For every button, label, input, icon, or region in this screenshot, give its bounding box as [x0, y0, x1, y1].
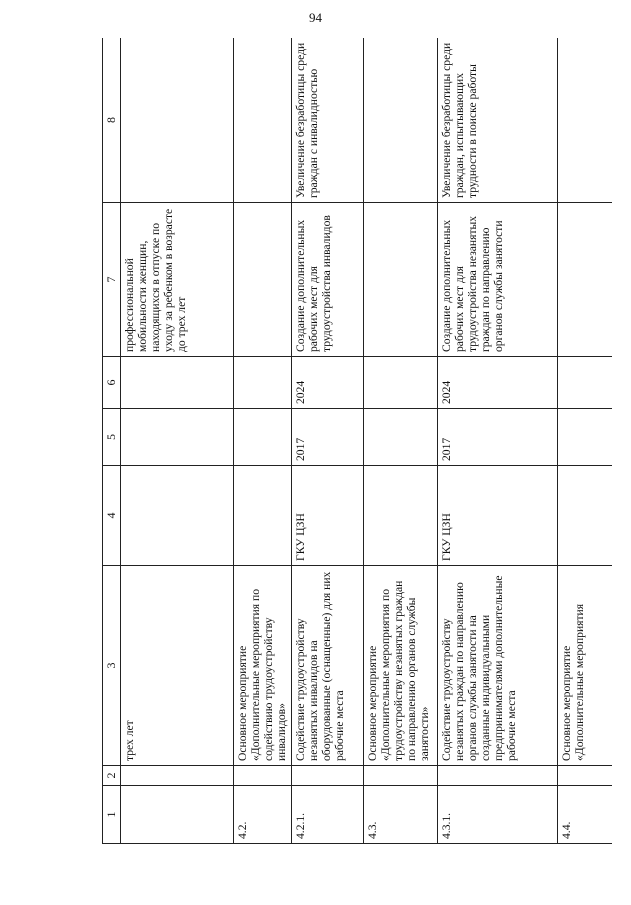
cell-col2: [292, 766, 364, 786]
cell-executor: ГКУ ЦЗН: [292, 466, 364, 566]
cell-start-year: [121, 409, 234, 466]
cell-num: 4.4.: [558, 786, 613, 844]
col-header-7: 7: [103, 203, 121, 357]
cell-result: профессиональной мобильности женщин, находящихся в отпуске по уходу за ребенком в возрасте до трех лет: [121, 203, 234, 357]
table-row: [558, 38, 613, 844]
cell-col2: [558, 766, 613, 786]
cell-executor: [558, 466, 613, 566]
cell-start-year: [234, 409, 292, 466]
cell-end-year: [234, 357, 292, 409]
cell-num: 4.2.: [234, 786, 292, 844]
cell-executor: [121, 466, 234, 566]
cell-start-year: [558, 409, 613, 466]
cell-col2: [364, 766, 438, 786]
cell-start-year: 2017: [438, 409, 558, 466]
col-header-2: 2: [103, 766, 121, 786]
table-row: [292, 38, 364, 844]
col-header-3: 3: [103, 566, 121, 766]
cell-num: 4.3.1.: [438, 786, 558, 844]
cell-result: Создание дополнительных рабочих мест для трудоустройства незанятых граждан по направлению органов службы занятости: [438, 203, 558, 357]
col-header-1: 1: [103, 786, 121, 844]
cell-effect: [364, 38, 438, 203]
program-table: [102, 38, 612, 844]
cell-activity: Содействие трудоустройству незанятых инвалидов на оборудованные (оснащенные) для них рабочие места: [292, 566, 364, 766]
cell-executor: ГКУ ЦЗН: [438, 466, 558, 566]
table-row: [121, 38, 234, 844]
cell-effect: [234, 38, 292, 203]
cell-activity: Основное мероприятие «Дополнительные мероприятия по содействию трудоустройству инвалидов»: [234, 566, 292, 766]
rotated-table-frame: [102, 38, 612, 844]
rotated-table-content: [102, 38, 612, 844]
page-number: 94: [309, 10, 322, 25]
cell-effect: Увеличение безработицы среди граждан с инвалидностью: [292, 38, 364, 203]
cell-end-year: [121, 357, 234, 409]
cell-start-year: 2017: [292, 409, 364, 466]
cell-activity: трех лет: [121, 566, 234, 766]
cell-num: 4.3.: [364, 786, 438, 844]
cell-col2: [438, 766, 558, 786]
cell-num: [121, 786, 234, 844]
cell-result: [558, 203, 613, 357]
cell-end-year: [364, 357, 438, 409]
header-row: [103, 38, 121, 844]
cell-col2: [121, 766, 234, 786]
cell-effect: Увеличение безработицы среди граждан, испытывающих трудности в поиске работы: [438, 38, 558, 203]
cell-activity: Основное мероприятие «Дополнительные мероприятия: [558, 566, 613, 766]
cell-result: Создание дополнительных рабочих мест для трудоустройства инвалидов: [292, 203, 364, 357]
cell-executor: [364, 466, 438, 566]
table-row: [438, 38, 558, 844]
cell-end-year: [558, 357, 613, 409]
cell-executor: [234, 466, 292, 566]
cell-result: [234, 203, 292, 357]
col-header-4: 4: [103, 466, 121, 566]
col-header-8: 8: [103, 38, 121, 203]
cell-effect: [558, 38, 613, 203]
table-row: [234, 38, 292, 844]
cell-col2: [234, 766, 292, 786]
cell-activity: Основное мероприятие «Дополнительные мероприятия по трудоустройству незанятых граждан по направлению органов службы занятости»: [364, 566, 438, 766]
col-header-5: 5: [103, 409, 121, 466]
cell-end-year: 2024: [292, 357, 364, 409]
cell-activity: Содействие трудоустройству незанятых граждан по направлению органов службы занятости на созданные индивидуальными предпринимателями дополнительные рабочие места: [438, 566, 558, 766]
col-header-6: 6: [103, 357, 121, 409]
cell-result: [364, 203, 438, 357]
cell-end-year: 2024: [438, 357, 558, 409]
table-row: [364, 38, 438, 844]
cell-num: 4.2.1.: [292, 786, 364, 844]
cell-start-year: [364, 409, 438, 466]
cell-effect: [121, 38, 234, 203]
